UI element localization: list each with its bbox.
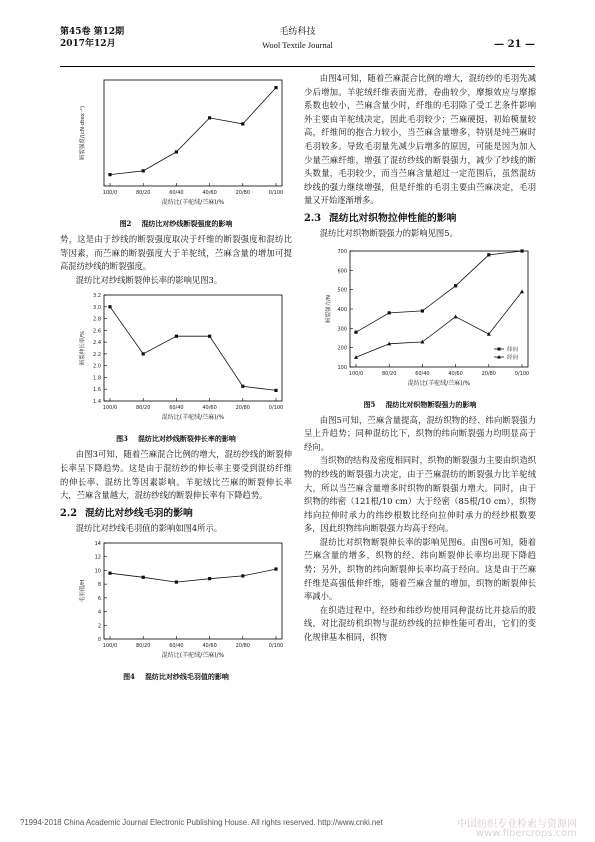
section-title: 混纺比对织物拉伸性能的影响 bbox=[329, 212, 457, 224]
copyright-footer: ?1994-2018 China Academic Journal Electronic Publishing House. All rights reserved. http://www.cnki.net bbox=[20, 818, 383, 827]
series-line bbox=[356, 251, 522, 332]
right-column bbox=[304, 72, 536, 645]
x-tick-label: 0/100 bbox=[514, 370, 530, 377]
paragraph: 混纺比对织物断裂伸长率的影响见图6。由图6可知，随着苎麻含量的增多，织物的经、纬向断裂伸长率均出现下降趋势；另外，织物的纬向断裂伸长率均高于经向。这是由于苎麻纤维是高强低伸纤维，随着苎麻含量的增加，织物的断裂伸长率减小。 bbox=[304, 536, 536, 602]
paragraph: 由图3可知，随着苎麻混合比例的增大，混纺纱线的断裂伸长率呈下降趋势。这是由于混纺纱的伸长率主要受到混纺纤维的伸长率、混纺比等因素影响。羊驼绒比苎麻的断裂伸长率大，苎麻含量越大，混纺纱线的断裂伸长率有下降趋势。 bbox=[60, 449, 292, 501]
y-tick-label: 2.6 bbox=[93, 328, 101, 335]
plot-frame bbox=[104, 295, 282, 401]
issue-date: 2017年12月 bbox=[60, 39, 116, 49]
watermark: 中国纺织专业检索与资源网 bbox=[457, 819, 577, 830]
data-point bbox=[108, 306, 111, 309]
paragraph: 混纺比对织物断裂强力的影响见图5。 bbox=[319, 227, 458, 238]
x-tick-label: 20/80 bbox=[235, 190, 251, 196]
figure-3-caption bbox=[60, 433, 292, 444]
x-tick-label: 40/60 bbox=[448, 370, 463, 377]
y-tick-label: 3.2 bbox=[93, 293, 101, 300]
legend-label: 纬向 bbox=[507, 346, 519, 353]
section-title: 混纺比对纱线毛羽的影响 bbox=[85, 507, 193, 519]
figure-5-title: 混纺比对织物断裂强力的影响 bbox=[385, 399, 477, 409]
y-tick-label: 6 bbox=[97, 596, 101, 603]
data-point bbox=[241, 575, 244, 578]
figure-4-caption bbox=[60, 671, 292, 682]
data-point bbox=[175, 335, 178, 338]
data-point bbox=[241, 122, 244, 125]
y-tick-label: 400 bbox=[337, 306, 347, 313]
figure-2-title: 混纺比对纱线断裂强度的影响 bbox=[141, 219, 233, 228]
series-line bbox=[110, 88, 276, 175]
y-tick-label: 2.8 bbox=[93, 316, 101, 323]
y-tick-label: 500 bbox=[337, 287, 347, 294]
paragraph: 势，这是由于纱线的断裂强度取决于纤维的断裂强度和混纺比等因素，而苎麻的断裂强度大于羊驼绒，苎麻含量的增加可提高混纺纱线的断裂强度。 bbox=[60, 234, 292, 272]
y-tick-label: 12 bbox=[94, 555, 101, 562]
y-tick-label: 10 bbox=[94, 568, 101, 575]
data-point bbox=[354, 330, 357, 333]
y-tick-label: 200 bbox=[337, 345, 347, 352]
x-tick-label: 20/80 bbox=[235, 405, 251, 412]
header-rule bbox=[60, 66, 535, 67]
x-tick-label: 20/80 bbox=[481, 370, 497, 377]
data-point bbox=[108, 173, 111, 176]
figure-3-title: 混纺比对纱线断裂伸长率的影响 bbox=[137, 434, 236, 444]
data-point bbox=[208, 335, 211, 338]
figure-4 bbox=[60, 535, 292, 669]
data-point bbox=[388, 311, 391, 314]
data-point bbox=[520, 249, 523, 252]
x-tick-label: 40/60 bbox=[202, 643, 217, 650]
data-point bbox=[142, 353, 145, 356]
x-tick-label: 60/40 bbox=[169, 190, 184, 196]
paragraph: 混纺比对纱线断裂伸长率的影响见图3。 bbox=[75, 274, 223, 285]
journal-name-cn: 毛纺科技 bbox=[279, 27, 316, 37]
section-number: 2.3 bbox=[304, 212, 322, 224]
x-axis-label: 混纺比(羊驼绒/苎麻)/% bbox=[407, 379, 471, 387]
y-tick-label: 2.2 bbox=[93, 352, 101, 359]
watermark-url: www.fibercrops.com bbox=[475, 828, 577, 839]
y-tick-label: 300 bbox=[337, 325, 347, 332]
plot-frame bbox=[104, 543, 282, 639]
x-tick-label: 40/60 bbox=[202, 190, 217, 196]
page-number: — 21 — bbox=[494, 39, 535, 50]
data-point bbox=[208, 577, 211, 580]
x-tick-label: 80/20 bbox=[135, 190, 151, 196]
plot-frame bbox=[104, 80, 282, 186]
y-tick-label: 700 bbox=[337, 248, 347, 255]
x-axis-label: 混纺比(羊驼绒/苎麻)/% bbox=[161, 199, 225, 206]
y-tick-label: 1.8 bbox=[93, 375, 101, 382]
section-heading bbox=[60, 506, 292, 521]
chart-fig3 bbox=[60, 287, 292, 427]
data-point bbox=[142, 169, 145, 172]
y-tick-label: 2 bbox=[97, 623, 101, 630]
y-tick-label: 600 bbox=[337, 267, 347, 274]
data-point bbox=[487, 253, 490, 256]
paragraph: 由图4可知，随着苎麻混合比例的增大，混纺纱的毛羽先减少后增加。羊驼绒纤维表面光滑，卷曲较少，摩擦效应与摩擦系数也较小，苎麻含量少时，纤维的毛羽除了受工艺条件影响外主要由羊驼绒决定，因此毛羽较少；苎麻硬挺、初始模量较高，纤维间的抱合力较小，当苎麻含量增多，特别是纯苎麻时毛羽较多。导致毛羽量先减少后增多的原因，可能是因为加入少量苎麻纤维，增强了混纺纱线的断裂强力，减少了纱线的断头数量，毛羽较少，而当苎麻含量超过一定范围后，虽然混纺纱线的强力继续增强，但是纤维的毛羽主要由苎麻决定，毛羽量又开始逐渐增多。 bbox=[304, 73, 536, 206]
y-tick-label: 4 bbox=[97, 609, 101, 616]
figure-2 bbox=[60, 72, 292, 216]
x-tick-label: 100/0 bbox=[102, 190, 118, 196]
x-tick-label: 100/0 bbox=[102, 405, 118, 412]
y-tick-label: 2.0 bbox=[93, 364, 101, 371]
figure-4-title: 混纺比对纱线毛羽值的影响 bbox=[144, 672, 229, 682]
y-tick-label: 8 bbox=[97, 582, 101, 589]
data-point bbox=[175, 581, 178, 584]
data-point bbox=[420, 339, 424, 343]
series-line bbox=[110, 307, 276, 391]
y-tick-label: 1.4 bbox=[93, 399, 101, 406]
page-header bbox=[60, 26, 535, 66]
x-tick-label: 0/100 bbox=[268, 643, 284, 650]
data-point bbox=[454, 314, 458, 318]
y-axis-label: 断裂强力/N bbox=[326, 294, 332, 323]
x-axis-label: 混纺比(羊驼绒/苎麻)/% bbox=[161, 652, 225, 660]
x-tick-label: 20/80 bbox=[235, 643, 251, 650]
y-tick-label: 1.6 bbox=[93, 387, 101, 394]
x-tick-label: 80/20 bbox=[381, 370, 397, 377]
data-point bbox=[108, 572, 111, 575]
x-tick-label: 100/0 bbox=[102, 643, 118, 650]
x-axis-label: 混纺比(羊驼绒/苎麻)/% bbox=[161, 414, 225, 422]
figure-2-caption bbox=[60, 218, 292, 229]
data-point bbox=[274, 389, 277, 392]
x-tick-label: 60/40 bbox=[169, 405, 184, 412]
section-number: 2.2 bbox=[60, 507, 78, 519]
legend-label: 经向 bbox=[507, 354, 519, 361]
figure-3-number: 图3 bbox=[116, 434, 128, 444]
data-point bbox=[274, 568, 277, 571]
paragraph: 当织物的结构及密度相同时，织物的断裂强力主要由织造织物的纱线的断裂强力决定，由于苎麻混纺的断裂强力比羊驼绒大，所以当苎麻含量增多时织物的断裂强力增大。同时，由于织物的纬密（121根/10 cm）大于经密（85根/10 cm），织物纬向拉伸时承力的纬纱根数比经向拉伸时承力的经纱根数要多，因此织物纬向断裂强力均高于经向。 bbox=[304, 455, 536, 534]
journal-name bbox=[60, 26, 535, 52]
series-line bbox=[110, 569, 276, 582]
x-tick-label: 80/20 bbox=[135, 405, 151, 412]
data-point bbox=[454, 284, 457, 287]
x-tick-label: 0/100 bbox=[268, 405, 284, 412]
y-axis-label: 毛羽值/H bbox=[80, 580, 86, 603]
figure-2-number: 图2 bbox=[119, 219, 132, 228]
paragraph: 由图5可知，苎麻含量提高，混纺织物的经、纬向断裂强力呈上升趋势；同种混纺比下，织物的纬向断裂强力均明显高于经向。 bbox=[304, 414, 536, 452]
paragraph: 在织造过程中，经纱和纬纱均使用同种混纺比并捻后的股线，对比混纺机织物与混纺纱线的拉伸性能可看出，它们的变化规律基本相同，织物 bbox=[304, 604, 536, 643]
chart-fig5 bbox=[304, 241, 536, 393]
journal-name-en: Wool Textile Journal bbox=[262, 40, 333, 50]
data-point bbox=[421, 309, 424, 312]
volume-issue: 第45卷 第12期 bbox=[60, 27, 125, 37]
y-tick-label: 2.4 bbox=[93, 340, 101, 347]
data-point bbox=[520, 289, 524, 293]
x-tick-label: 40/60 bbox=[202, 405, 217, 412]
section-heading bbox=[304, 211, 536, 226]
chart-fig4 bbox=[60, 535, 292, 665]
data-point bbox=[274, 86, 277, 89]
y-tick-label: 14 bbox=[94, 541, 101, 548]
data-point bbox=[175, 150, 178, 153]
x-tick-label: 80/20 bbox=[135, 643, 151, 650]
left-column bbox=[60, 72, 292, 686]
chart-fig2 bbox=[60, 72, 292, 212]
plot-frame bbox=[350, 251, 528, 367]
y-axis-label: 断裂伸长率/% bbox=[80, 331, 86, 366]
x-tick-label: 60/40 bbox=[169, 643, 184, 650]
figure-5-caption bbox=[304, 399, 536, 410]
data-point bbox=[241, 385, 244, 388]
figure-5 bbox=[304, 241, 536, 397]
figure-4-number: 图4 bbox=[123, 672, 135, 682]
y-tick-label: 3.0 bbox=[93, 305, 101, 312]
data-point bbox=[208, 116, 211, 119]
series-line bbox=[356, 291, 522, 357]
y-tick-label: 0 bbox=[97, 637, 101, 644]
figure-3 bbox=[60, 287, 292, 431]
legend-marker bbox=[498, 347, 501, 350]
x-tick-label: 100/0 bbox=[348, 370, 364, 377]
y-tick-label: 100 bbox=[337, 364, 347, 371]
paragraph: 混纺比对纱线毛羽值的影响如图4所示。 bbox=[75, 522, 223, 533]
figure-5-number: 图5 bbox=[363, 399, 376, 409]
x-tick-label: 0/100 bbox=[268, 190, 284, 196]
y-axis-label: 断裂强度/(cN·dtex⁻¹) bbox=[80, 105, 86, 161]
data-point bbox=[142, 576, 145, 579]
x-tick-label: 60/40 bbox=[415, 370, 430, 377]
